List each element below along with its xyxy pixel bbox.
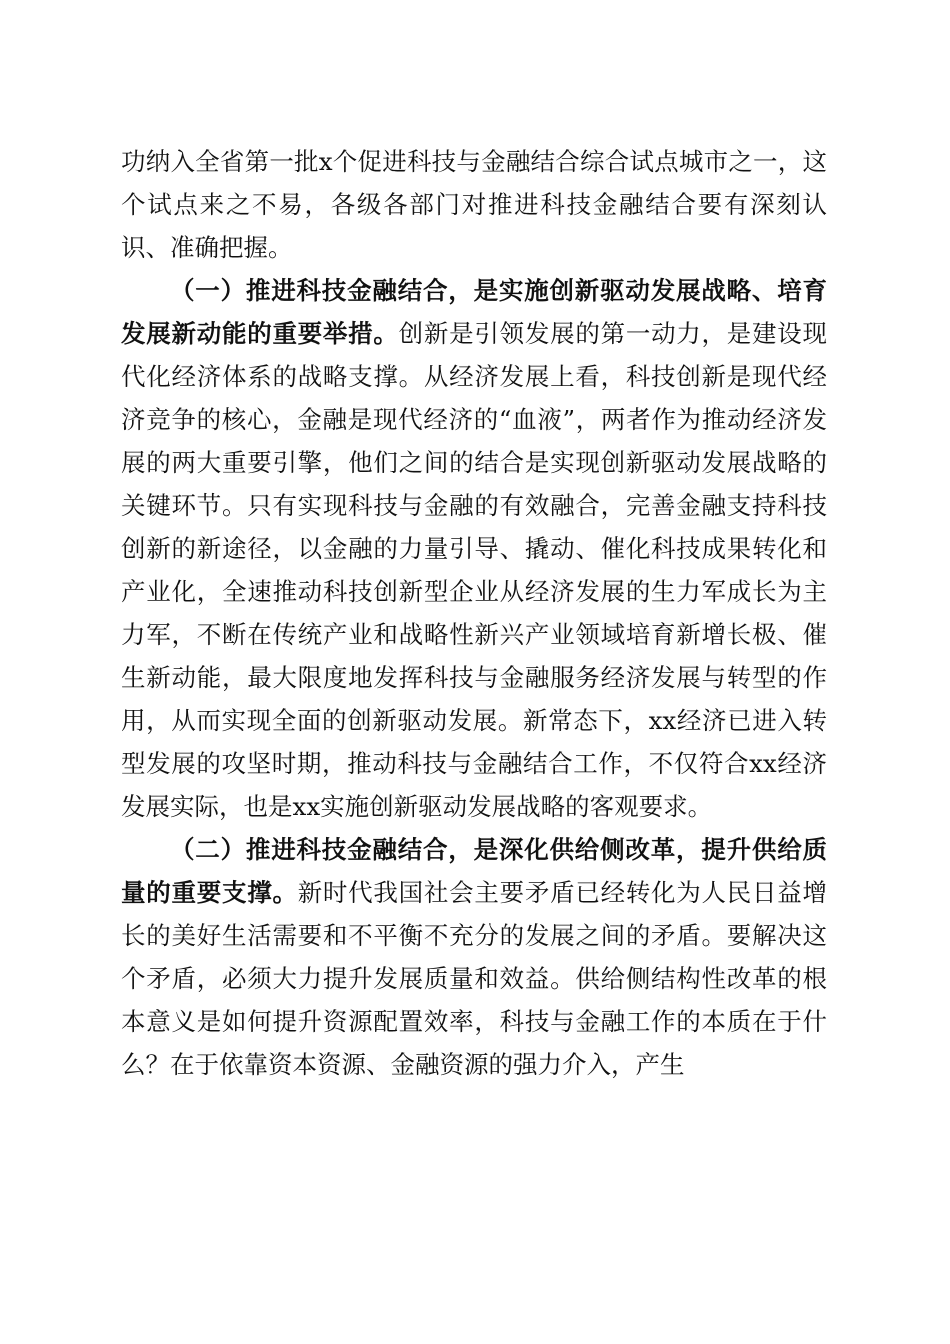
section-1-body: 创新是引领发展的第一动力，是建设现代化经济体系的战略支撑。从经济发展上看，科技创新是现代经济竞争的核心，金融是现代经济的“血液”，两者作为推动经济发展的两大重要引擎，他们之间的结合是实现创新驱动发展战略的关键环节。只有实现科技与金融的有效融合，完善金融支持科技创新的新途径，以金融的力量引导、撬动、催化科技成果转化和产业化，全速推动科技创新型企业从经济发展的生力军成长为主力军，不断在传统产业和战略性新兴产业领域培育新增长极、催生新动能，最大限度地发挥科技与金融服务经济发展与转型的作用，从而实现全面的创新驱动发展。新常态下，xx经济已进入转型发展的攻坚时期，推动科技与金融结合工作，不仅符合xx经济发展实际，也是xx实施创新驱动发展战略的客观要求。 [121, 319, 828, 821]
document-body [121, 140, 827, 1086]
paragraph-1-body: 功纳入全省第一批x个促进科技与金融结合综合试点城市之一，这个试点来之不易，各级各部门对推进科技金融结合要有深刻认识、准确把握。 [121, 147, 827, 262]
section-2-heading: （二）推进科技金融结合，是深化供给侧改革，提升供给质量的重要支撑。 [121, 835, 827, 907]
section-2-body: 新时代我国社会主要矛盾已经转化为人民日益增长的美好生活需要和不平衡不充分的发展之间的矛盾。要解决这个矛盾，必须大力提升发展质量和效益。供给侧结构性改革的根本意义是如何提升资源配置效率，科技与金融工作的本质在于什么？在于依靠资本资源、金融资源的强力介入，产生 [121, 878, 828, 1079]
paragraph-section-2 [121, 828, 827, 1086]
section-1-heading: （一）推进科技金融结合，是实施创新驱动发展战略、培育发展新动能的重要举措。 [121, 276, 827, 348]
paragraph-continuation [121, 140, 827, 269]
paragraph-section-1 [121, 269, 827, 828]
